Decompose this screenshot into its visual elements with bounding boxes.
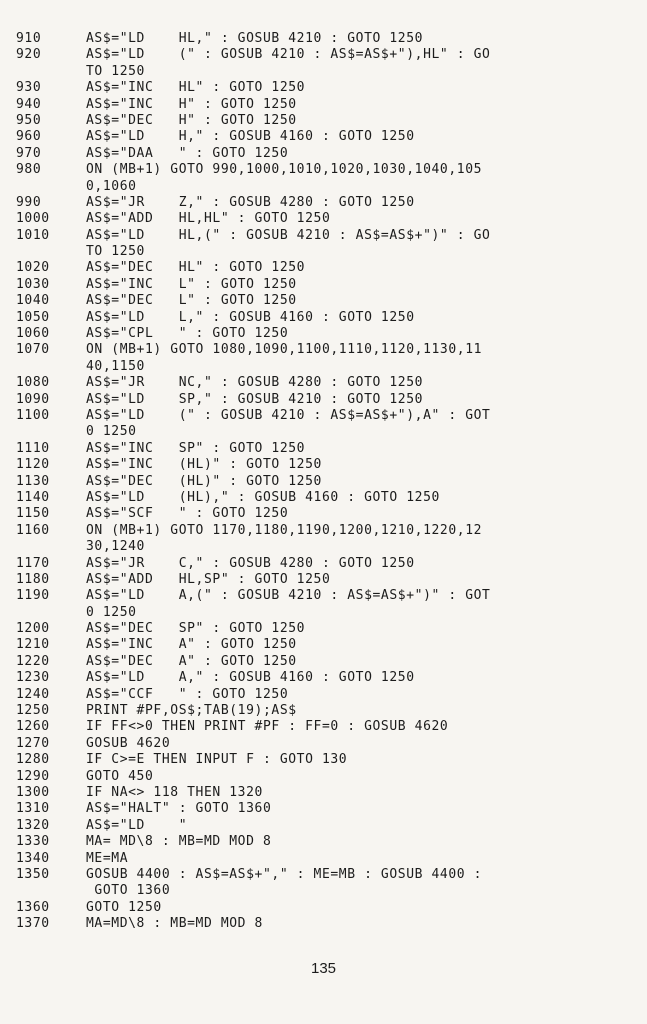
line-statement: AS$="DEC L" : GOTO 1250 bbox=[86, 293, 297, 309]
page-number: 135 bbox=[310, 960, 337, 977]
code-line bbox=[0, 490, 647, 506]
line-number: 1020 bbox=[16, 260, 50, 276]
line-number: 1010 bbox=[16, 227, 50, 243]
code-line bbox=[0, 736, 647, 752]
line-number: 1030 bbox=[16, 276, 50, 292]
line-number: 1240 bbox=[16, 686, 50, 702]
line-number: 910 bbox=[16, 31, 42, 46]
code-line bbox=[0, 277, 647, 293]
line-number: 1360 bbox=[16, 899, 50, 915]
code-line bbox=[0, 31, 647, 47]
code-line bbox=[0, 654, 647, 670]
code-line bbox=[0, 195, 647, 211]
line-number: 1060 bbox=[16, 326, 50, 342]
line-statement: AS$="DEC SP" : GOTO 1250 bbox=[86, 621, 306, 637]
line-number: 1250 bbox=[16, 703, 50, 719]
line-number: 1180 bbox=[16, 571, 50, 587]
line-number: 1260 bbox=[16, 719, 50, 735]
code-line bbox=[0, 605, 647, 621]
line-number: 970 bbox=[16, 145, 42, 161]
code-line bbox=[0, 47, 647, 63]
line-number: 980 bbox=[16, 162, 42, 178]
line-statement: AS$="LD L," : GOSUB 4160 : GOTO 1250 bbox=[86, 309, 415, 325]
line-number: 1340 bbox=[16, 850, 50, 866]
line-number: 920 bbox=[16, 47, 42, 63]
line-statement: AS$="SCF " : GOTO 1250 bbox=[86, 506, 289, 522]
line-statement: IF C>=E THEN INPUT F : GOTO 130 bbox=[86, 752, 348, 768]
code-line bbox=[0, 719, 647, 735]
line-statement: 30,1240 bbox=[86, 539, 145, 555]
code-line bbox=[0, 457, 647, 473]
code-line bbox=[0, 64, 647, 80]
line-statement: AS$="JR Z," : GOSUB 4280 : GOTO 1250 bbox=[86, 194, 415, 210]
line-number: 1210 bbox=[16, 637, 50, 653]
code-line bbox=[0, 244, 647, 260]
line-number: 1300 bbox=[16, 784, 50, 800]
line-statement: ME=MA bbox=[86, 850, 129, 866]
line-statement: AS$="DAA " : GOTO 1250 bbox=[86, 145, 289, 161]
line-statement: AS$="DEC HL" : GOTO 1250 bbox=[86, 260, 306, 276]
line-number: 1290 bbox=[16, 768, 50, 784]
line-number: 1120 bbox=[16, 457, 50, 473]
line-number: 1160 bbox=[16, 522, 50, 538]
line-statement: ON (MB+1) GOTO 990,1000,1010,1020,1030,1040,105 bbox=[86, 162, 483, 178]
line-statement: AS$="LD A,(" : GOSUB 4210 : AS$=AS$+")" : GOT bbox=[86, 588, 491, 604]
line-statement: 40,1150 bbox=[86, 358, 145, 374]
line-statement: AS$="LD SP," : GOSUB 4210 : GOTO 1250 bbox=[86, 391, 424, 407]
line-statement: AS$="ADD HL,HL" : GOTO 1250 bbox=[86, 211, 331, 227]
code-line bbox=[0, 752, 647, 768]
line-statement: AS$="INC H" : GOTO 1250 bbox=[86, 96, 297, 112]
line-statement: TO 1250 bbox=[86, 244, 145, 260]
code-line bbox=[0, 834, 647, 850]
line-number: 1190 bbox=[16, 588, 50, 604]
line-number: 990 bbox=[16, 194, 42, 210]
line-statement: AS$="INC A" : GOTO 1250 bbox=[86, 637, 297, 653]
code-line bbox=[0, 260, 647, 276]
code-line bbox=[0, 359, 647, 375]
line-number: 1070 bbox=[16, 342, 50, 358]
line-number: 1130 bbox=[16, 473, 50, 489]
line-statement: 0,1060 bbox=[86, 178, 137, 194]
line-statement: ON (MB+1) GOTO 1080,1090,1100,1110,1120,1130,11 bbox=[86, 342, 483, 358]
line-statement: GOSUB 4400 : AS$=AS$+"," : ME=MB : GOSUB 4400 : bbox=[86, 866, 483, 882]
code-line bbox=[0, 162, 647, 178]
line-number: 1050 bbox=[16, 309, 50, 325]
code-line bbox=[0, 687, 647, 703]
line-statement: AS$="LD HL," : GOSUB 4210 : GOTO 1250 bbox=[86, 31, 424, 46]
code-line bbox=[0, 523, 647, 539]
code-line bbox=[0, 670, 647, 686]
line-statement: AS$="DEC H" : GOTO 1250 bbox=[86, 112, 297, 128]
line-statement: AS$="ADD HL,SP" : GOTO 1250 bbox=[86, 571, 331, 587]
line-statement: MA= MD\8 : MB=MD MOD 8 bbox=[86, 834, 272, 850]
line-number: 1370 bbox=[16, 916, 50, 932]
line-statement: AS$="INC L" : GOTO 1250 bbox=[86, 276, 297, 292]
line-number: 950 bbox=[16, 112, 42, 128]
line-statement: AS$="HALT" : GOTO 1360 bbox=[86, 801, 272, 817]
line-number: 1200 bbox=[16, 621, 50, 637]
line-statement: TO 1250 bbox=[86, 63, 145, 79]
code-line bbox=[0, 900, 647, 916]
code-line bbox=[0, 375, 647, 391]
line-statement: AS$="LD HL,(" : GOSUB 4210 : AS$=AS$+")" : GO bbox=[86, 227, 491, 243]
code-line bbox=[0, 441, 647, 457]
line-statement: AS$="LD (HL)," : GOSUB 4160 : GOTO 1250 bbox=[86, 489, 440, 505]
line-number: 1150 bbox=[16, 506, 50, 522]
line-statement: AS$="JR C," : GOSUB 4280 : GOTO 1250 bbox=[86, 555, 415, 571]
line-statement: IF NA<> 118 THEN 1320 bbox=[86, 784, 263, 800]
code-line bbox=[0, 572, 647, 588]
line-statement: AS$="INC (HL)" : GOTO 1250 bbox=[86, 457, 322, 473]
code-line bbox=[0, 556, 647, 572]
code-line bbox=[0, 474, 647, 490]
code-line bbox=[0, 851, 647, 867]
line-statement: ON (MB+1) GOTO 1170,1180,1190,1200,1210,1220,12 bbox=[86, 522, 483, 538]
line-statement: GOTO 450 bbox=[86, 768, 154, 784]
line-number: 1310 bbox=[16, 801, 50, 817]
code-line bbox=[0, 97, 647, 113]
line-number: 1170 bbox=[16, 555, 50, 571]
code-line bbox=[0, 326, 647, 342]
line-statement: GOSUB 4620 bbox=[86, 735, 171, 751]
line-number: 1330 bbox=[16, 834, 50, 850]
line-number: 1090 bbox=[16, 391, 50, 407]
basic-program-listing bbox=[0, 31, 647, 932]
code-line bbox=[0, 113, 647, 129]
line-statement: GOTO 1360 bbox=[86, 883, 171, 899]
code-line bbox=[0, 818, 647, 834]
code-line bbox=[0, 506, 647, 522]
code-line bbox=[0, 539, 647, 555]
line-statement: AS$="LD " bbox=[86, 817, 188, 833]
line-statement: AS$="INC SP" : GOTO 1250 bbox=[86, 440, 306, 456]
line-statement: AS$="CCF " : GOTO 1250 bbox=[86, 686, 289, 702]
code-line bbox=[0, 408, 647, 424]
line-number: 1080 bbox=[16, 375, 50, 391]
line-statement: AS$="CPL " : GOTO 1250 bbox=[86, 326, 289, 342]
line-statement: AS$="INC HL" : GOTO 1250 bbox=[86, 80, 306, 96]
code-line bbox=[0, 211, 647, 227]
line-statement: AS$="DEC (HL)" : GOTO 1250 bbox=[86, 473, 322, 489]
line-statement: AS$="LD A," : GOSUB 4160 : GOTO 1250 bbox=[86, 670, 415, 686]
code-line bbox=[0, 801, 647, 817]
line-number: 1100 bbox=[16, 407, 50, 423]
code-line bbox=[0, 228, 647, 244]
line-number: 1040 bbox=[16, 293, 50, 309]
line-number: 940 bbox=[16, 96, 42, 112]
code-line bbox=[0, 703, 647, 719]
code-line bbox=[0, 785, 647, 801]
line-statement: AS$="DEC A" : GOTO 1250 bbox=[86, 653, 297, 669]
line-number: 1350 bbox=[16, 866, 50, 882]
line-number: 930 bbox=[16, 80, 42, 96]
code-line bbox=[0, 342, 647, 358]
line-number: 1000 bbox=[16, 211, 50, 227]
code-line bbox=[0, 392, 647, 408]
line-statement: 0 1250 bbox=[86, 604, 137, 620]
line-number: 1220 bbox=[16, 653, 50, 669]
line-number: 960 bbox=[16, 129, 42, 145]
line-statement: MA=MD\8 : MB=MD MOD 8 bbox=[86, 916, 263, 932]
code-line bbox=[0, 883, 647, 899]
code-line bbox=[0, 80, 647, 96]
line-statement: PRINT #PF,OS$;TAB(19);AS$ bbox=[86, 703, 297, 719]
code-line bbox=[0, 129, 647, 145]
line-statement: AS$="LD H," : GOSUB 4160 : GOTO 1250 bbox=[86, 129, 415, 145]
code-line bbox=[0, 310, 647, 326]
code-line bbox=[0, 769, 647, 785]
code-line bbox=[0, 293, 647, 309]
line-statement: 0 1250 bbox=[86, 424, 137, 440]
line-statement: AS$="LD (" : GOSUB 4210 : AS$=AS$+"),HL" : GO bbox=[86, 47, 491, 63]
line-number: 1140 bbox=[16, 489, 50, 505]
code-line bbox=[0, 867, 647, 883]
code-line bbox=[0, 179, 647, 195]
line-statement: AS$="LD (" : GOSUB 4210 : AS$=AS$+"),A" : GOT bbox=[86, 407, 491, 423]
line-statement: GOTO 1250 bbox=[86, 899, 162, 915]
code-line bbox=[0, 916, 647, 932]
code-line bbox=[0, 424, 647, 440]
code-line bbox=[0, 146, 647, 162]
code-line bbox=[0, 621, 647, 637]
line-number: 1270 bbox=[16, 735, 50, 751]
code-line bbox=[0, 588, 647, 604]
line-number: 1110 bbox=[16, 440, 50, 456]
line-number: 1320 bbox=[16, 817, 50, 833]
code-line bbox=[0, 637, 647, 653]
line-number: 1230 bbox=[16, 670, 50, 686]
line-statement: IF FF<>0 THEN PRINT #PF : FF=0 : GOSUB 4620 bbox=[86, 719, 449, 735]
line-number: 1280 bbox=[16, 752, 50, 768]
line-statement: AS$="JR NC," : GOSUB 4280 : GOTO 1250 bbox=[86, 375, 424, 391]
